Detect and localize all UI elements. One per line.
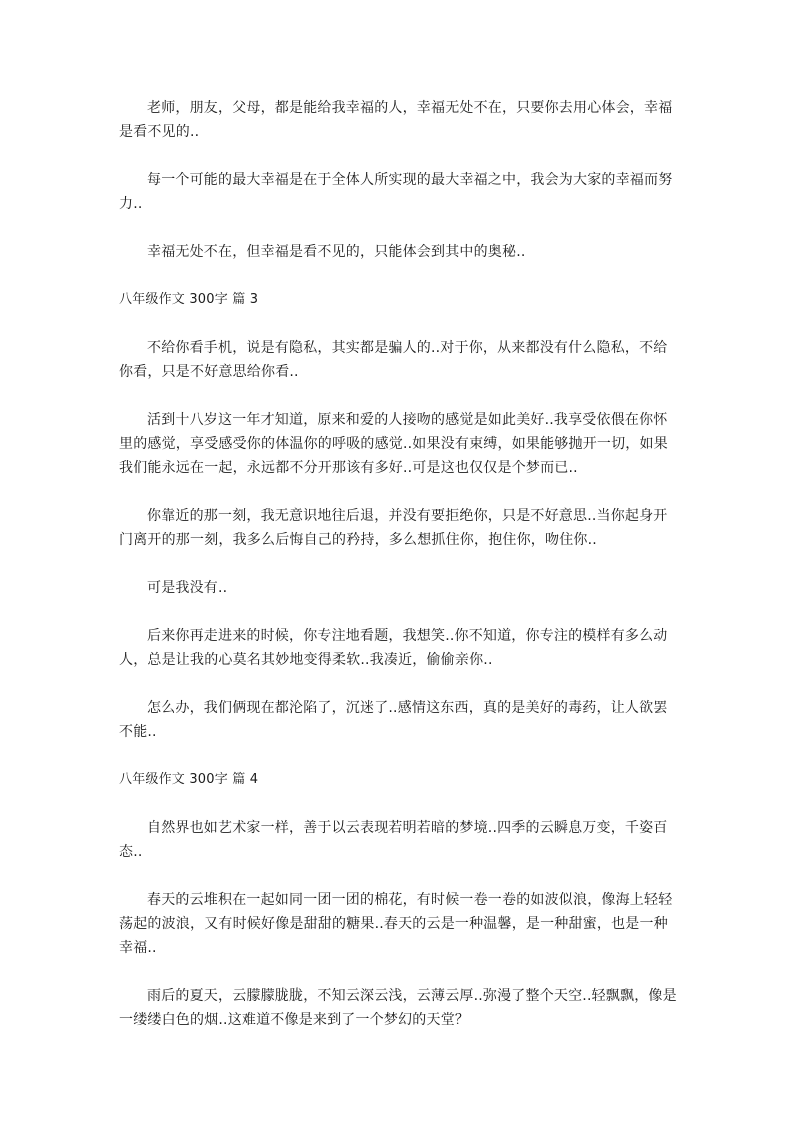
paragraph: 可是我没有.. — [147, 580, 228, 596]
paragraph: 每一个可能的最大幸福是在于全体人所实现的最大幸福之中，我会为大家的幸福而努力.. — [119, 172, 673, 212]
paragraph: 雨后的夏天，云朦朦胧胧，不知云深云浅，云薄云厚..弥漫了整个天空..轻飘飘，像是一缕缕白色的烟..这难道不像是来到了一个梦幻的天堂？ — [119, 988, 677, 1028]
paragraph: 后来你再走进来的时候，你专注地看题，我想笑..你不知道，你专注的模样有多么动人，总是让我的心莫名其妙地变得柔软..我凑近，偷偷亲你.. — [119, 628, 668, 668]
paragraph: 怎么办，我们俩现在都沦陷了，沉迷了..感情这东西，真的是美好的毒药，让人欲罢不能.. — [119, 700, 668, 740]
paragraph: 老师，朋友，父母，都是能给我幸福的人，幸福无处不在，只要你去用心体会，幸福是看不见的.. — [119, 100, 673, 140]
paragraph: 自然界也如艺术家一样，善于以云表现若明若暗的梦境..四季的云瞬息万变，千姿百态.. — [119, 820, 668, 860]
paragraph: 不给你看手机，说是有隐私，其实都是骗人的..对于你，从来都没有什么隐私，不给你看，只是不好意思给你看.. — [119, 340, 668, 380]
paragraph: 活到十八岁这一年才知道，原来和爱的人接吻的感觉是如此美好..我享受依偎在你怀里的感觉，享受感受你的体温你的呼吸的感觉..如果没有束缚，如果能够抛开一切，如果我们能永远在一起，永远都不分开那该有多好..可是这也仅仅是个梦而已.. — [119, 412, 668, 476]
paragraph: 幸福无处不在，但幸福是看不见的，只能体会到其中的奥秘.. — [147, 244, 526, 260]
section-heading: 八年级作文 300字 篇 4 — [119, 772, 259, 787]
paragraph: 你靠近的那一刻，我无意识地往后退，并没有要拒绝你，只是不好意思..当你起身开门离开的那一刻，我多么后悔自己的矜持，多么想抓住你，抱住你，吻住你.. — [119, 508, 668, 548]
paragraph: 春天的云堆积在一起如同一团一团的棉花，有时候一卷一卷的如波似浪，像海上轻轻荡起的波浪，又有时候好像是甜甜的糖果..春天的云是一种温馨，是一种甜蜜，也是一种幸福.. — [119, 892, 673, 956]
section-heading: 八年级作文 300字 篇 3 — [119, 292, 259, 307]
